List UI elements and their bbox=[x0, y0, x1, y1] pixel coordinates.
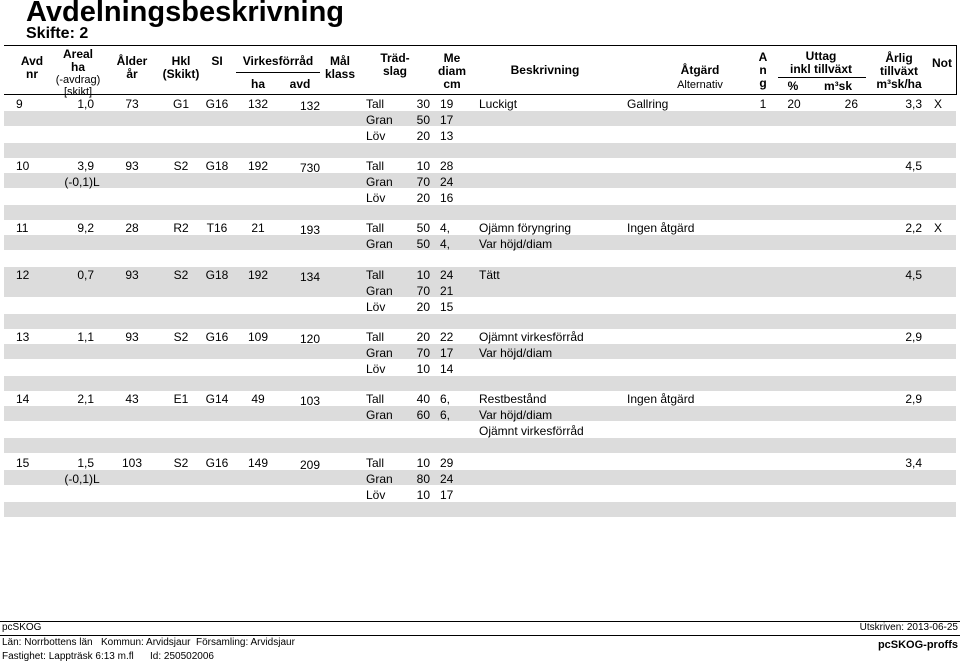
cell-species: Tall bbox=[366, 221, 385, 235]
footer-id: Id: 250502006 bbox=[150, 651, 214, 662]
cell-species: Gran bbox=[366, 408, 393, 422]
row-shading bbox=[4, 314, 956, 329]
header-alder bbox=[112, 55, 152, 81]
header-inkl-label: inkl tillväxt bbox=[789, 62, 853, 76]
cell-avd-nr: 14 bbox=[16, 392, 30, 406]
cell-species-diam: 4, bbox=[440, 237, 451, 251]
cell-vf-avd: 134 bbox=[299, 270, 320, 284]
cell-species: Löv bbox=[366, 129, 386, 143]
header-vf-ha: ha bbox=[250, 77, 265, 91]
header-virkesforrad: Virkesförråd bbox=[242, 54, 314, 68]
cell-species-diam: 6, bbox=[440, 408, 451, 422]
cell-vf-avd: 120 bbox=[299, 332, 320, 346]
cell-species-pct: 60 bbox=[416, 408, 430, 422]
cell-species-pct: 70 bbox=[416, 346, 430, 360]
footer-fastighet: Fastighet: Lappträsk 6:13 m.fl bbox=[2, 651, 134, 662]
cell-avd-nr: 13 bbox=[16, 330, 30, 344]
header-arlig-label: Årlig bbox=[885, 51, 913, 65]
header-ha-label: ha bbox=[70, 60, 85, 74]
header-top-rule bbox=[4, 45, 956, 46]
cell-avd-nr: 12 bbox=[16, 268, 30, 282]
cell-beskrivning: Ojämnt virkesförråd bbox=[479, 424, 584, 438]
row-shading bbox=[4, 143, 956, 158]
cell-beskrivning: Var höjd/diam bbox=[479, 408, 553, 422]
header-me bbox=[432, 52, 472, 91]
cell-not: X bbox=[933, 221, 942, 235]
cell-species: Tall bbox=[366, 268, 385, 282]
cell-areal: 1,5 bbox=[77, 456, 94, 470]
cell-areal: 2,1 bbox=[77, 392, 94, 406]
header-alder-label: Ålder bbox=[116, 54, 148, 68]
cell-species-diam: 19 bbox=[440, 97, 454, 111]
cell-species: Tall bbox=[366, 159, 385, 173]
header-pct: % bbox=[787, 79, 799, 93]
cell-atgard: Gallring bbox=[627, 97, 669, 111]
cell-species-diam: 24 bbox=[440, 268, 454, 282]
header-skikt2-label: (Skikt) bbox=[162, 67, 200, 81]
cell-species-pct: 50 bbox=[416, 113, 430, 127]
cell-vf-ha: 192 bbox=[247, 268, 269, 282]
header-cm-label: cm bbox=[443, 77, 461, 91]
cell-vf-avd: 209 bbox=[299, 458, 320, 472]
cell-hkl: S2 bbox=[173, 330, 189, 344]
header-uttag bbox=[776, 50, 866, 76]
cell-si: T16 bbox=[206, 221, 228, 235]
cell-species: Gran bbox=[366, 284, 393, 298]
page-title: Avdelningsbeskrivning bbox=[26, 0, 344, 28]
cell-arlig: 2,9 bbox=[905, 330, 922, 344]
row-shading bbox=[4, 376, 956, 391]
cell-arlig: 3,3 bbox=[905, 97, 922, 111]
cell-areal: 1,0 bbox=[77, 97, 94, 111]
header-slag-label: slag bbox=[382, 64, 407, 78]
cell-hkl: S2 bbox=[173, 159, 189, 173]
cell-species: Gran bbox=[366, 237, 393, 251]
cell-beskrivning: Var höjd/diam bbox=[479, 237, 553, 251]
cell-arlig: 3,4 bbox=[905, 456, 922, 470]
row-shading bbox=[4, 470, 956, 485]
row-shading bbox=[4, 111, 956, 126]
cell-species-diam: 24 bbox=[440, 472, 454, 486]
cell-avdrag: (-0,1)L bbox=[64, 472, 100, 486]
cell-arlig: 2,9 bbox=[905, 392, 922, 406]
header-klass-label: klass bbox=[324, 67, 356, 81]
cell-areal: 9,2 bbox=[77, 221, 94, 235]
header-tradslag bbox=[370, 52, 420, 78]
cell-hkl: S2 bbox=[173, 456, 189, 470]
cell-species-diam: 17 bbox=[440, 488, 454, 502]
header-ang bbox=[756, 51, 770, 90]
header-mal bbox=[320, 55, 360, 81]
footer-kommun: Kommun: Arvidsjaur bbox=[101, 637, 191, 648]
cell-alder: 93 bbox=[125, 159, 139, 173]
cell-alder: 93 bbox=[125, 330, 139, 344]
cell-beskrivning: Ojämn föryngring bbox=[479, 221, 572, 235]
row-shading bbox=[4, 438, 956, 453]
cell-species-diam: 17 bbox=[440, 346, 454, 360]
header-avd bbox=[14, 55, 50, 81]
header-hkl-label: Hkl bbox=[171, 54, 191, 68]
header-ar-label: år bbox=[126, 67, 138, 81]
cell-species-pct: 10 bbox=[416, 362, 430, 376]
cell-species-pct: 50 bbox=[416, 237, 430, 251]
cell-species: Tall bbox=[366, 97, 385, 111]
cell-species: Tall bbox=[366, 392, 385, 406]
header-avdrag-label: (-avdrag) bbox=[55, 74, 101, 86]
header-arlig bbox=[870, 52, 928, 91]
cell-species-pct: 80 bbox=[416, 472, 430, 486]
footer-printed: Utskriven: 2013-06-25 bbox=[859, 622, 958, 633]
header-vf-avd: avd bbox=[289, 77, 311, 91]
cell-species-pct: 20 bbox=[416, 330, 430, 344]
cell-avd-nr: 10 bbox=[16, 159, 30, 173]
row-shading bbox=[4, 173, 956, 188]
cell-hkl: S2 bbox=[173, 268, 189, 282]
cell-uttag-pct: 20 bbox=[787, 97, 801, 111]
header-bottom-rule bbox=[4, 94, 956, 95]
footer-forsamling: Församling: Arvidsjaur bbox=[196, 637, 295, 648]
cell-alder: 103 bbox=[121, 456, 143, 470]
cell-avd-nr: 11 bbox=[16, 221, 29, 235]
uttag-rule bbox=[778, 77, 866, 78]
header-g-label: g bbox=[759, 76, 767, 90]
header-m3sk: m³sk bbox=[823, 79, 852, 93]
footer-lan: Län: Norrbottens län bbox=[2, 637, 93, 648]
cell-species: Gran bbox=[366, 175, 393, 189]
cell-vf-avd: 193 bbox=[299, 223, 320, 237]
row-shading bbox=[4, 502, 956, 517]
row-shading bbox=[4, 282, 956, 297]
cell-species: Löv bbox=[366, 362, 386, 376]
cell-species-pct: 10 bbox=[416, 268, 430, 282]
header-n-label: n bbox=[759, 63, 767, 77]
cell-hkl: E1 bbox=[173, 392, 189, 406]
cell-species-pct: 20 bbox=[416, 300, 430, 314]
header-m3skha-label: m³sk/ha bbox=[876, 77, 922, 91]
row-shading bbox=[4, 205, 956, 220]
cell-alder: 93 bbox=[125, 268, 139, 282]
cell-hkl: R2 bbox=[173, 221, 189, 235]
cell-species-diam: 4, bbox=[440, 221, 451, 235]
header-hkl bbox=[156, 55, 206, 81]
cell-species-pct: 50 bbox=[416, 221, 430, 235]
cell-vf-avd: 730 bbox=[299, 161, 320, 175]
cell-arlig: 2,2 bbox=[905, 221, 922, 235]
cell-species-diam: 29 bbox=[440, 456, 454, 470]
cell-species-diam: 16 bbox=[440, 191, 454, 205]
cell-species-diam: 6, bbox=[440, 392, 451, 406]
cell-si: G16 bbox=[205, 97, 229, 111]
header-me-label: Me bbox=[443, 51, 461, 65]
cell-avdrag: (-0,1)L bbox=[64, 175, 100, 189]
cell-species-diam: 13 bbox=[440, 129, 454, 143]
cell-hkl: G1 bbox=[172, 97, 189, 111]
cell-species-diam: 24 bbox=[440, 175, 454, 189]
cell-beskrivning: Luckigt bbox=[479, 97, 518, 111]
header-mal-label: Mål bbox=[329, 54, 350, 68]
cell-vf-avd: 132 bbox=[299, 99, 320, 113]
cell-vf-ha: 132 bbox=[247, 97, 269, 111]
cell-alder: 73 bbox=[125, 97, 139, 111]
header-beskrivning: Beskrivning bbox=[510, 63, 580, 77]
header-atgard: Åtgärd bbox=[680, 63, 720, 77]
cell-arlig: 4,5 bbox=[905, 159, 922, 173]
header-uttag-label: Uttag bbox=[805, 49, 837, 63]
cell-areal: 3,9 bbox=[77, 159, 94, 173]
cell-species-pct: 20 bbox=[416, 129, 430, 143]
cell-species-diam: 21 bbox=[440, 284, 454, 298]
cell-atgard: Ingen åtgärd bbox=[627, 392, 695, 406]
cell-si: G14 bbox=[205, 392, 229, 406]
cell-vf-ha: 21 bbox=[251, 221, 265, 235]
cell-species-pct: 70 bbox=[416, 175, 430, 189]
header-nr-label: nr bbox=[26, 67, 38, 81]
cell-species-diam: 15 bbox=[440, 300, 454, 314]
cell-si: G18 bbox=[205, 159, 229, 173]
cell-species: Gran bbox=[366, 472, 393, 486]
header-si: SI bbox=[211, 54, 223, 68]
cell-species: Gran bbox=[366, 346, 393, 360]
cell-uttag-m3sk: 26 bbox=[844, 97, 858, 111]
header-a-label: A bbox=[758, 50, 768, 64]
cell-vf-ha: 192 bbox=[247, 159, 269, 173]
header-tillvaxt-label: tillväxt bbox=[879, 64, 918, 78]
footer-rule-1 bbox=[0, 621, 960, 622]
header-alternativ: Alternativ bbox=[677, 79, 723, 91]
header-skikt-label: [skikt] bbox=[63, 86, 93, 98]
cell-species-pct: 10 bbox=[416, 488, 430, 502]
cell-beskrivning: Var höjd/diam bbox=[479, 346, 553, 360]
cell-areal: 1,1 bbox=[77, 330, 94, 344]
header-areal bbox=[52, 48, 104, 98]
cell-vf-avd: 103 bbox=[299, 394, 320, 408]
cell-arlig: 4,5 bbox=[905, 268, 922, 282]
footer-rule-2 bbox=[0, 635, 960, 636]
cell-species: Löv bbox=[366, 300, 386, 314]
cell-species-pct: 10 bbox=[416, 159, 430, 173]
cell-atgard: Ingen åtgärd bbox=[627, 221, 695, 235]
cell-vf-ha: 109 bbox=[247, 330, 269, 344]
cell-alder: 43 bbox=[125, 392, 139, 406]
cell-species: Löv bbox=[366, 488, 386, 502]
header-trad-label: Träd- bbox=[380, 51, 410, 65]
cell-species: Gran bbox=[366, 113, 393, 127]
cell-species-pct: 70 bbox=[416, 284, 430, 298]
header-not: Not bbox=[932, 56, 952, 70]
cell-species-diam: 28 bbox=[440, 159, 454, 173]
cell-vf-ha: 149 bbox=[247, 456, 269, 470]
header-diam-label: diam bbox=[437, 64, 466, 78]
cell-beskrivning: Ojämnt virkesförråd bbox=[479, 330, 584, 344]
cell-species-diam: 22 bbox=[440, 330, 454, 344]
footer-app: pcSKOG bbox=[2, 622, 42, 633]
cell-species: Tall bbox=[366, 456, 385, 470]
cell-si: G16 bbox=[205, 330, 229, 344]
header-avd-label: Avd bbox=[20, 54, 44, 68]
footer-brand: pcSKOG-proffs bbox=[877, 639, 958, 651]
cell-avd-nr: 15 bbox=[16, 456, 30, 470]
cell-alder: 28 bbox=[125, 221, 139, 235]
cell-species-diam: 14 bbox=[440, 362, 454, 376]
cell-species-pct: 30 bbox=[416, 97, 430, 111]
cell-species: Löv bbox=[366, 191, 386, 205]
cell-si: G18 bbox=[205, 268, 229, 282]
virkesforrad-rule bbox=[236, 72, 320, 73]
cell-si: G16 bbox=[205, 456, 229, 470]
header-right-rule bbox=[956, 45, 957, 95]
cell-species-pct: 10 bbox=[416, 456, 430, 470]
cell-avd-nr: 9 bbox=[16, 97, 23, 111]
header-areal-label: Areal bbox=[62, 47, 94, 61]
cell-species-pct: 20 bbox=[416, 191, 430, 205]
cell-beskrivning: Restbestånd bbox=[479, 392, 547, 406]
cell-areal: 0,7 bbox=[77, 268, 94, 282]
page-subtitle: Skifte: 2 bbox=[26, 25, 89, 42]
cell-ang: 1 bbox=[759, 97, 767, 111]
cell-species-diam: 17 bbox=[440, 113, 454, 127]
cell-beskrivning: Tätt bbox=[479, 268, 500, 282]
cell-not: X bbox=[933, 97, 942, 111]
cell-species: Tall bbox=[366, 330, 385, 344]
cell-vf-ha: 49 bbox=[251, 392, 265, 406]
cell-species-pct: 40 bbox=[416, 392, 430, 406]
